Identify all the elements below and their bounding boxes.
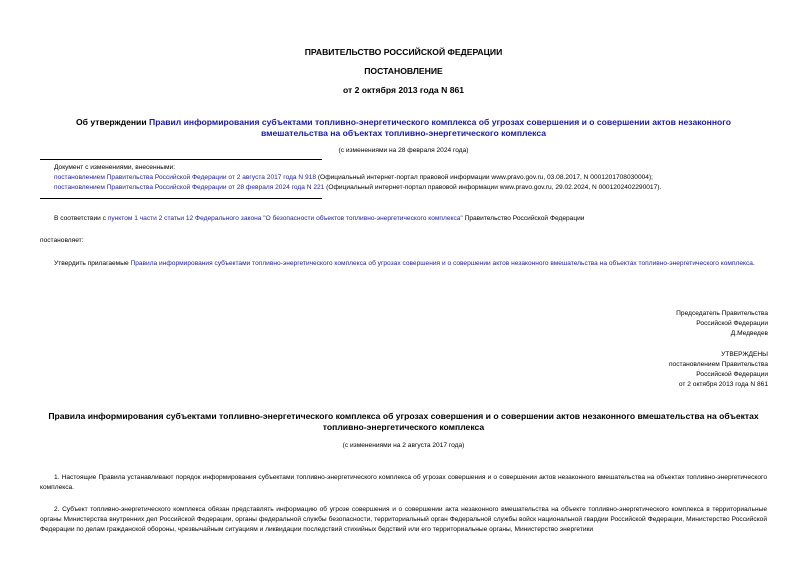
document-type: ПОСТАНОВЛЕНИЕ	[364, 66, 443, 76]
changes-item-2	[54, 183, 794, 193]
signature-country: Российской Федерации	[696, 320, 768, 327]
rules-paragraph-2: 2. Субъект топливно-энергетического комплекса обязан представлять информацию об угрозе совершения и о совершении акта незаконного вмешательства на объекте топливно-энергетического комплекса в территориальные органы Министерства внутренних дел Российской Федерации, органы федеральной службы безопасности, территориальный орган Федеральной службы войск национальной гвардии Российской Федерации, Министерство Российской Федерации по делам гражданской обороны, чрезвычайным ситуациям и ликвидации последствий стихийных бедствий или его территориальные органы, Министерство энергетики	[40, 506, 767, 533]
title-prefix: Об утверждении	[75, 117, 150, 127]
title-amended-note: (с изменениями на 28 февраля 2024 года)	[338, 147, 469, 154]
approved-date: от 2 октября 2013 года N 861	[678, 381, 768, 388]
government-heading: ПРАВИТЕЛЬСТВО РОССИЙСКОЙ ФЕДЕРАЦИИ	[304, 47, 503, 57]
rules-amended-note: (с изменениями на 2 августа 2017 года)	[342, 442, 465, 449]
decides-text: постановляет:	[40, 237, 84, 244]
preamble-suffix: Правительство Российской Федерации	[462, 215, 585, 222]
change-source-2024: (Официальный интернет-портал правовой информации www.pravo.gov.ru, 29.02.2024, N 0001202402290017).	[324, 184, 662, 191]
approved-rules-link[interactable]: Правила информирования субъектами топливно-энергетического комплекса об угрозах совершения и о совершении актов незаконного вмешательства на объектах топливно-энергетического комплекса	[130, 260, 753, 267]
change-link-2024[interactable]: постановлением Правительства Российской Федерации от 28 февраля 2024 года N 221	[54, 184, 325, 191]
federal-law-link[interactable]: пунктом 1 части 2 статьи 12 Федерального закона "О безопасности объектов топливно-энергетического комплекса"	[107, 215, 463, 222]
changes-bottom-rule	[40, 198, 322, 199]
approved-country: Российской Федерации	[696, 371, 768, 378]
approved-by: постановлением Правительства	[668, 361, 768, 368]
changes-intro: Документ с изменениями, внесенными:	[54, 164, 176, 171]
document-title	[45, 117, 762, 139]
preamble	[54, 214, 774, 224]
approve-suffix: .	[752, 260, 755, 267]
rules-paragraph-1: 1. Настоящие Правила устанавливают порядок информирования субъектами топливно-энергетического комплекса об угрозах совершения и о совершении актов незаконного вмешательства на объектах топливно-энергетического комплекса.	[40, 474, 767, 491]
document-date-number: от 2 октября 2013 года N 861	[342, 85, 465, 95]
signature-name: Д.Медведев	[730, 330, 768, 337]
changes-top-rule	[40, 159, 322, 160]
changes-item-1	[54, 173, 794, 183]
signature-position: Председатель Правительства	[676, 310, 768, 317]
approve-prefix: Утвердить прилагаемые	[54, 260, 131, 267]
signature-block	[500, 309, 768, 339]
approve-paragraph	[40, 259, 767, 269]
change-source-2017: (Официальный интернет-портал правовой информации www.pravo.gov.ru, 03.08.2017, N 0001201708030004);	[316, 174, 653, 181]
approved-heading: УТВЕРЖДЕНЫ	[721, 351, 768, 358]
preamble-prefix: В соответствии с	[54, 215, 108, 222]
approved-block	[500, 350, 768, 390]
rules-title: Правила информирования субъектами топливно-энергетического комплекса об угрозах совершения и о совершении актов незаконного вмешательства на объектах топливно-энергетического комплекса	[48, 411, 759, 432]
title-rules-link[interactable]: Правил информирования субъектами топливно-энергетического комплекса об угрозах совершения и о совершении актов незаконного вмешательства на объектах топливно-энергетического комплекса	[149, 117, 732, 138]
changes-block	[54, 163, 794, 193]
change-link-2017[interactable]: постановлением Правительства Российской Федерации от 2 августа 2017 года N 918	[54, 174, 317, 181]
